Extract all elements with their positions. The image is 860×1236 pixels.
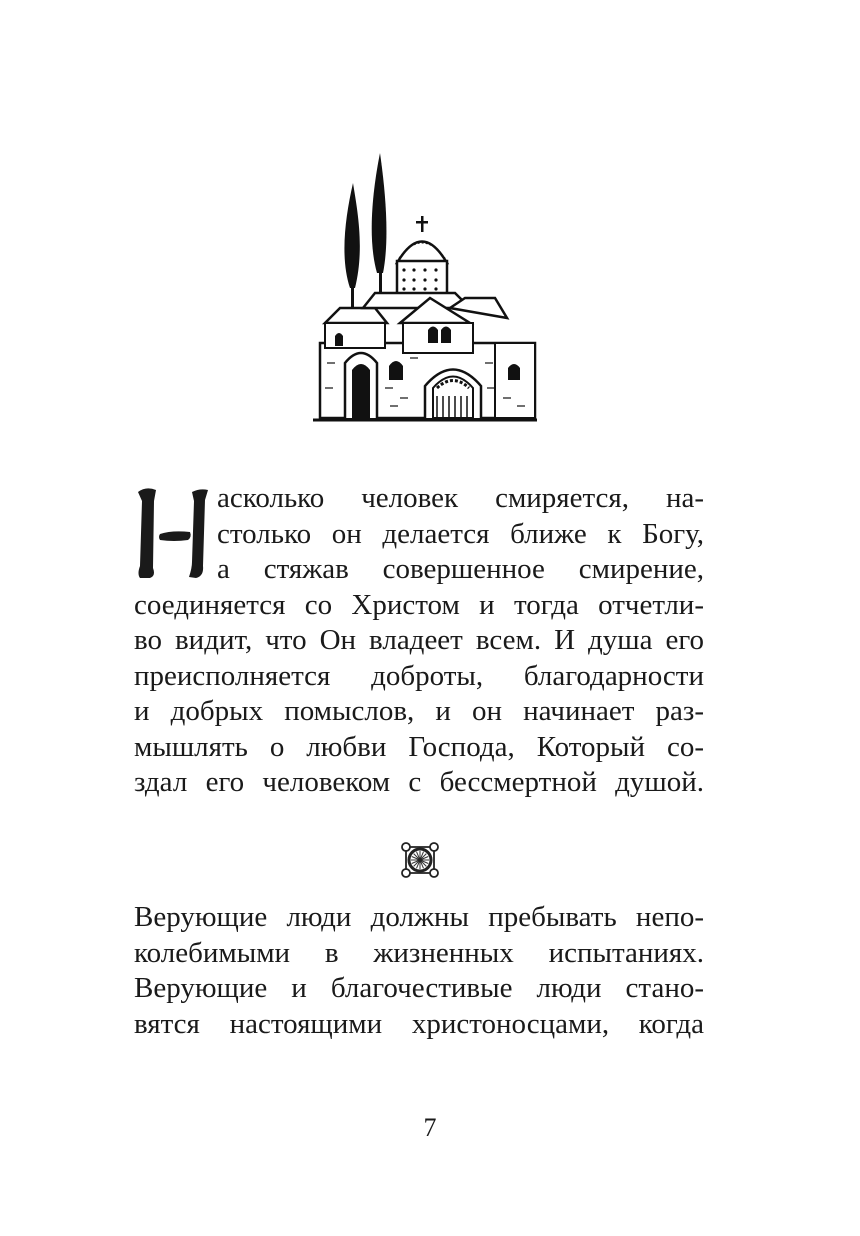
text-line: асколько человек смиряется, на- — [217, 482, 704, 514]
text-line: вятся настоящими христоносцами, когда — [134, 1007, 704, 1040]
text-line: соединяется со Христом и тогда отчетли- — [134, 588, 704, 621]
text-line: столько он делается ближе к Богу, — [217, 517, 704, 550]
drop-cap — [134, 486, 212, 581]
text-line: во видит, что Он владеет всем. И душа его — [134, 624, 704, 656]
text-line: Верующие люди должны пребывать непо- — [134, 901, 704, 933]
text-line: колебимыми в жизненных испытаниях. — [134, 936, 704, 969]
text-line: а стяжав совершенное смирение, — [217, 553, 704, 585]
text-line: мышлять о любви Господа, Который со- — [134, 730, 704, 763]
rosette-ornament-icon — [400, 841, 440, 879]
text-line: и добрых помыслов, и он начинает раз- — [134, 695, 704, 727]
text-line: Верующие и благочестивые люди стано- — [134, 972, 704, 1004]
paragraph-1 — [134, 481, 704, 801]
church-illustration — [295, 148, 540, 428]
paragraph-2 — [134, 900, 704, 1042]
text-line: преисполняется доброты, благодарности — [134, 659, 704, 692]
page-number: 7 — [423, 1113, 437, 1142]
text-line: здал его человеком с бессмертной душой. — [134, 766, 704, 798]
